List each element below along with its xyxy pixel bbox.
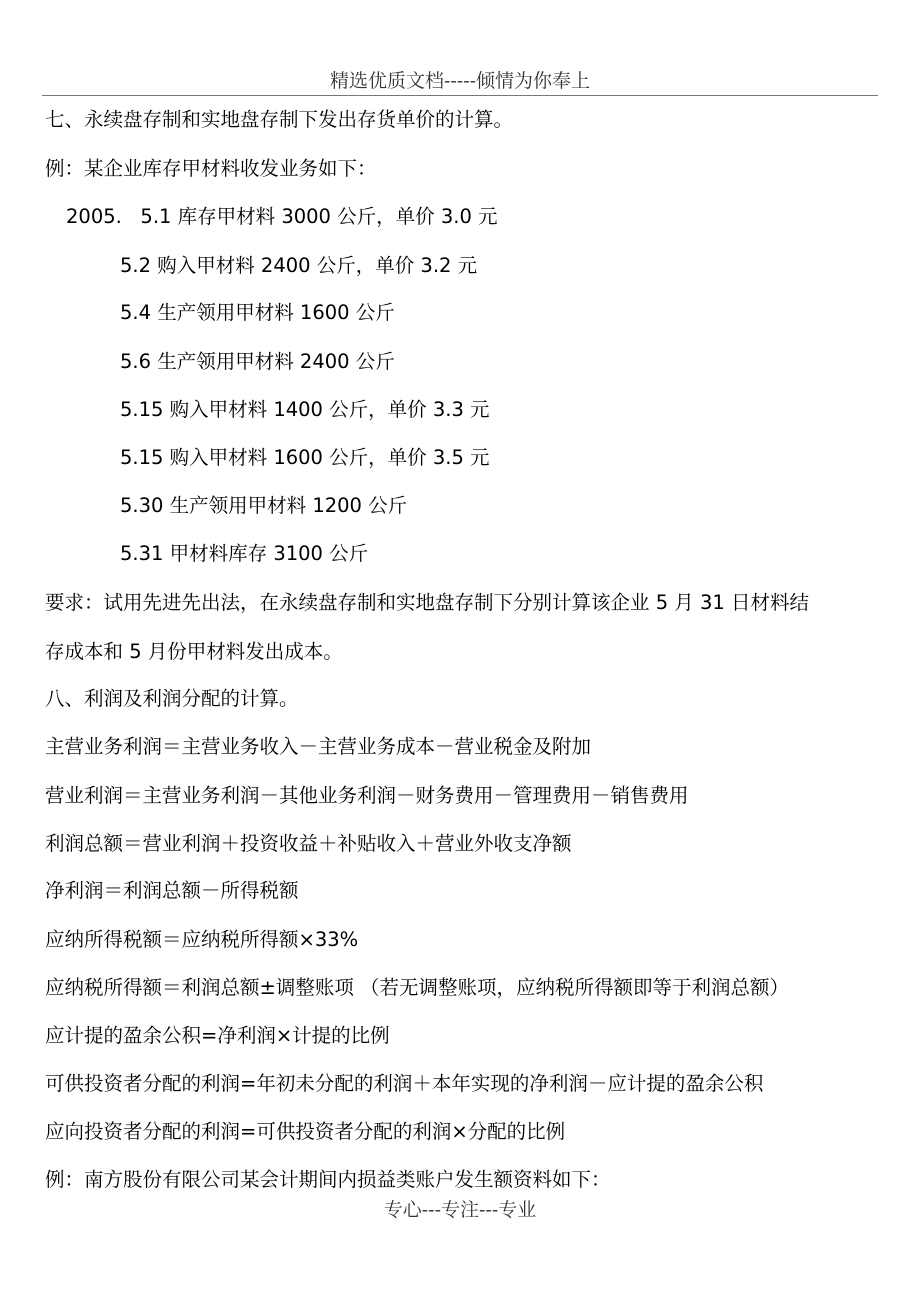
formula-line: 净利润＝利润总额－所得税额: [45, 879, 299, 902]
ledger-entry: 5.4 生产领用甲材料 1600 公斤: [120, 301, 395, 324]
ledger-entry: 5.30 生产领用甲材料 1200 公斤: [120, 494, 408, 517]
formula-line: 利润总额＝营业利润＋投资收益＋补贴收入＋营业外收支净额: [45, 832, 572, 855]
formula-line: 应纳所得税额＝应纳税所得额×33%: [45, 928, 359, 951]
ledger-entry: 5.31 甲材料库存 3100 公斤: [120, 542, 369, 565]
formula-line: 营业利润＝主营业务利润－其他业务利润－财务费用－管理费用－销售费用: [45, 784, 689, 807]
formula-line: 应纳税所得额＝利润总额±调整账项 （若无调整账项，应纳税所得额即等于利润总额）: [45, 976, 790, 999]
requirement-text: 要求：试用先进先出法，在永续盘存制和实地盘存制下分别计算该企业 5 月 31 日材料结: [45, 591, 810, 614]
example-intro-2: 例：南方股份有限公司某会计期间内损益类账户发生额资料如下：: [45, 1168, 611, 1191]
ledger-entry: 5.2 购入甲材料 2400 公斤，单价 3.2 元: [120, 254, 478, 277]
ledger-entry: 5.6 生产领用甲材料 2400 公斤: [120, 350, 395, 373]
example-intro: 例：某企业库存甲材料收发业务如下：: [45, 157, 377, 180]
header-divider: [42, 95, 878, 96]
ledger-entry: 2005. 5.1 库存甲材料 3000 公斤，单价 3.0 元: [66, 205, 498, 228]
formula-line: 应计提的盈余公积=净利润×计提的比例: [45, 1024, 390, 1047]
ledger-entry: 5.15 购入甲材料 1400 公斤，单价 3.3 元: [120, 398, 490, 421]
page-footer: 专心---专注---专业: [383, 1199, 537, 1221]
section-heading-8: 八、利润及利润分配的计算。: [45, 687, 299, 710]
section-heading-7: 七、永续盘存制和实地盘存制下发出存货单价的计算。: [45, 108, 514, 131]
formula-line: 可供投资者分配的利润=年初未分配的利润＋本年实现的净利润－应计提的盈余公积: [45, 1072, 764, 1095]
ledger-entry: 5.15 购入甲材料 1600 公斤，单价 3.5 元: [120, 446, 490, 469]
page-header: 精选优质文档-----倾情为你奉上: [329, 70, 591, 92]
requirement-text-cont: 存成本和 5 月份甲材料发出成本。: [45, 640, 343, 663]
formula-line: 应向投资者分配的利润=可供投资者分配的利润×分配的比例: [45, 1120, 566, 1143]
formula-line: 主营业务利润＝主营业务收入－主营业务成本－营业税金及附加: [45, 735, 592, 758]
